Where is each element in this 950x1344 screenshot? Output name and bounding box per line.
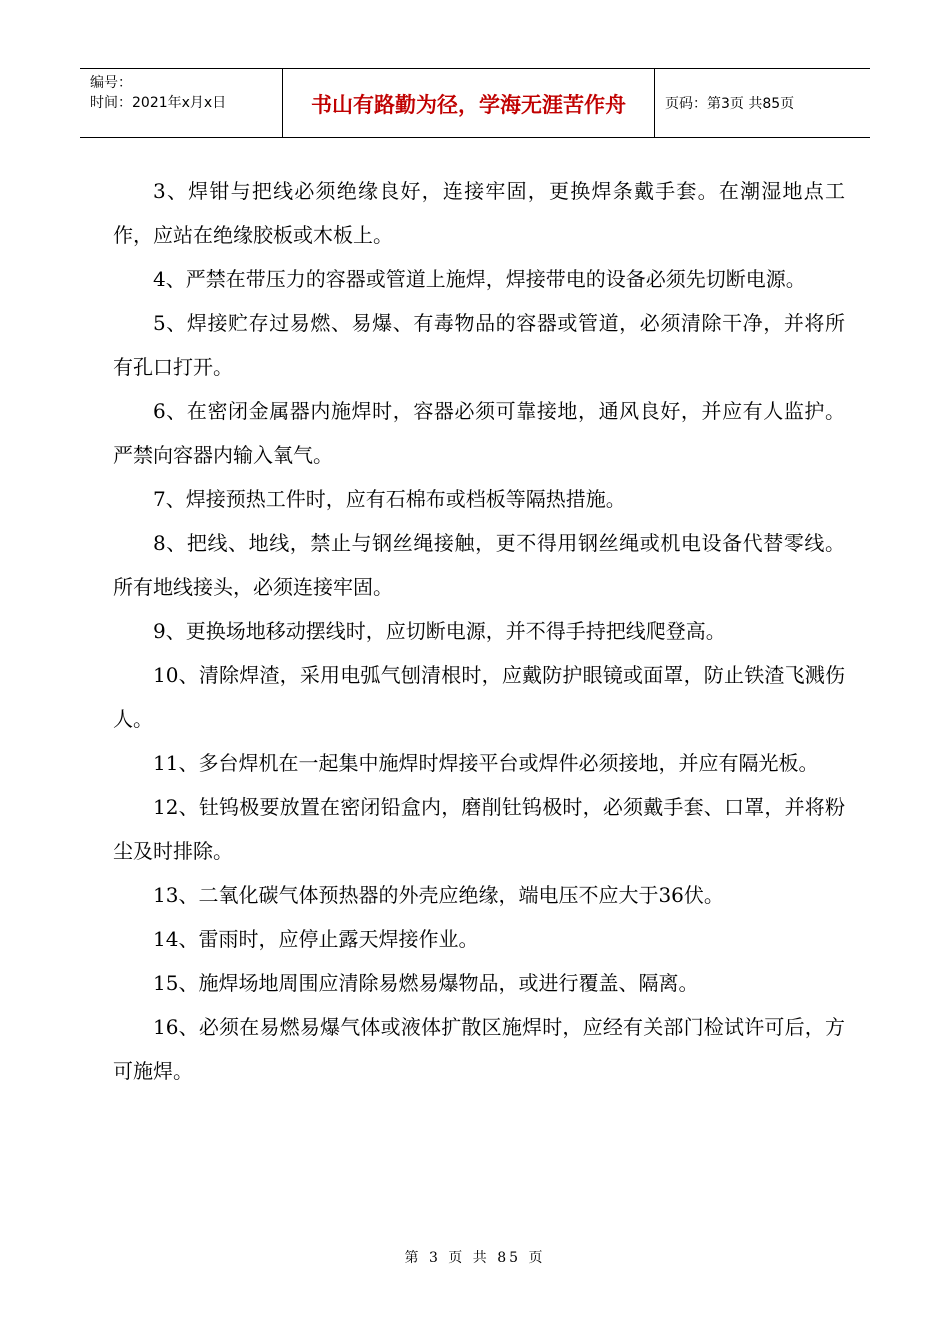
page-footer — [0, 1247, 950, 1267]
paragraph: 14、雷雨时，应停止露天焊接作业。 — [153, 927, 479, 951]
paragraph: 6、在密闭金属器内施焊时，容器必须可靠接地，通风良好，并应有人监护。严禁向容器内输入氧气。 — [113, 399, 845, 467]
motto-text: 书山有路勤为径，学海无涯苦作舟 — [311, 93, 626, 117]
paragraph: 7、焊接预热工件时，应有石棉布或档板等隔热措施。 — [153, 487, 626, 511]
paragraph: 9、更换场地移动摆线时，应切断电源，并不得手持把线爬登高。 — [153, 619, 726, 643]
header-meta-cell — [80, 69, 283, 137]
header-motto-cell — [283, 69, 655, 137]
paragraph: 4、严禁在带压力的容器或管道上施焊，焊接带电的设备必须先切断电源。 — [153, 267, 806, 291]
footer-page-number: 第 3 页 共 85 页 — [404, 1250, 546, 1266]
paragraph: 3、焊钳与把线必须绝缘良好，连接牢固，更换焊条戴手套。在潮湿地点工作，应站在绝缘胶板或木板上。 — [113, 179, 845, 247]
paragraph: 11、多台焊机在一起集中施焊时焊接平台或焊件必须接地，并应有隔光板。 — [153, 751, 819, 775]
body-text — [113, 169, 845, 1093]
paragraph: 13、二氧化碳气体预热器的外壳应绝缘，端电压不应大于36伏。 — [153, 883, 724, 907]
date-label: 时间：2021年x月x日 — [90, 95, 227, 111]
paragraph: 12、钍钨极要放置在密闭铅盒内，磨削钍钨极时，必须戴手套、口罩，并将粉尘及时排除。 — [113, 795, 845, 863]
page-header — [80, 68, 870, 138]
page-info: 页码：第3页 共85页 — [665, 96, 795, 112]
paragraph: 8、把线、地线，禁止与钢丝绳接触，更不得用钢丝绳或机电设备代替零线。所有地线接头，必须连接牢固。 — [113, 531, 845, 599]
paragraph: 5、焊接贮存过易燃、易爆、有毒物品的容器或管道，必须清除干净，并将所有孔口打开。 — [113, 311, 845, 379]
number-label: 编号： — [90, 75, 132, 91]
paragraph: 15、施焊场地周围应清除易燃易爆物品，或进行覆盖、隔离。 — [153, 971, 699, 995]
paragraph: 10、清除焊渣，采用电弧气刨清根时，应戴防护眼镜或面罩，防止铁渣飞溅伤人。 — [113, 663, 845, 731]
header-page-cell — [655, 69, 870, 137]
paragraph: 16、必须在易燃易爆气体或液体扩散区施焊时，应经有关部门检试许可后，方可施焊。 — [113, 1015, 845, 1083]
